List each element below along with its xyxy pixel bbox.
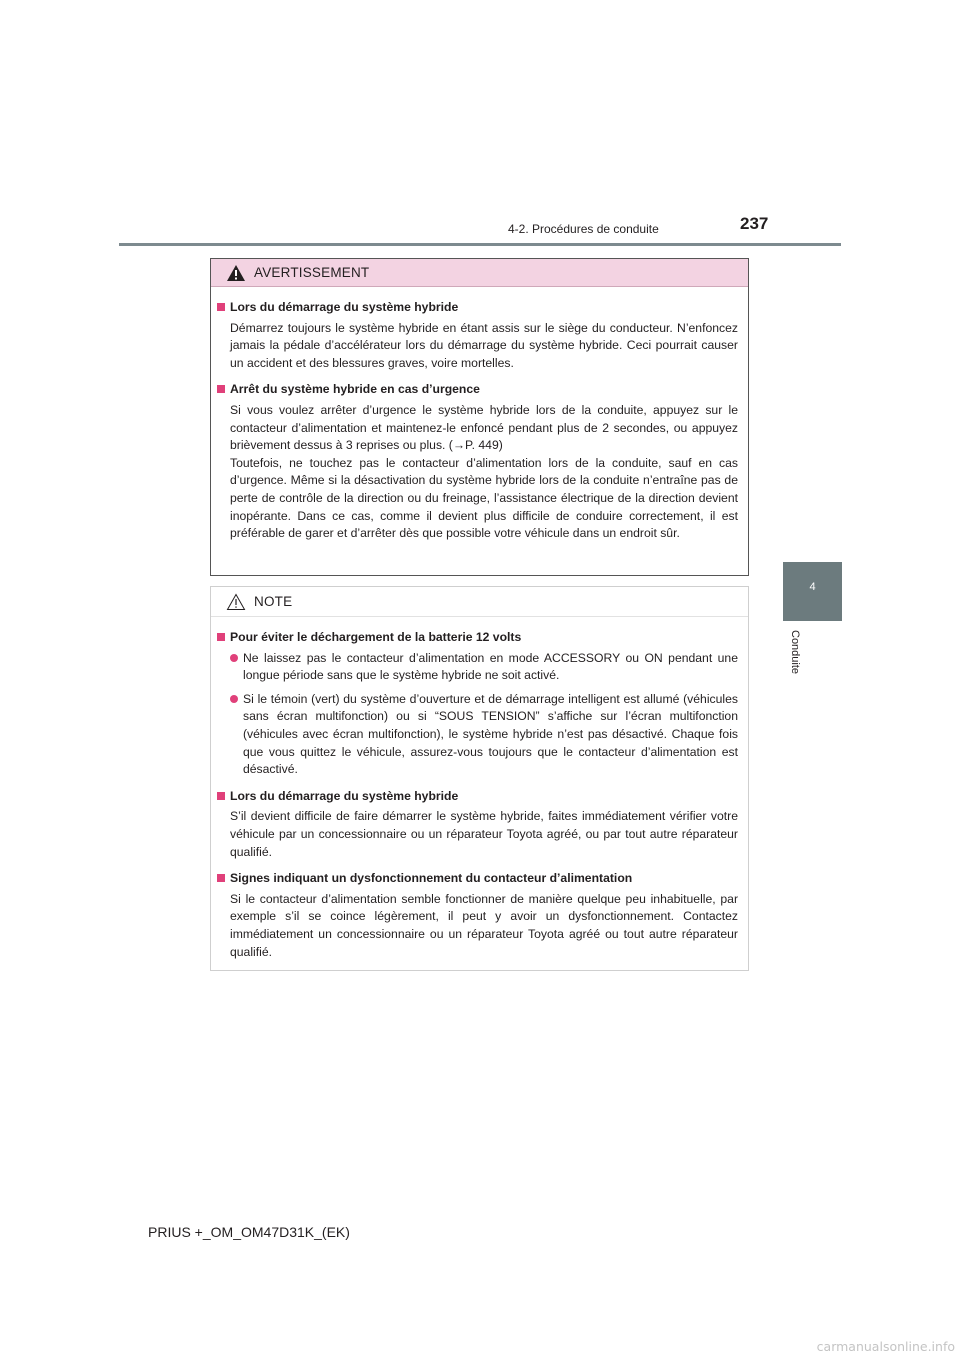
warning-title: AVERTISSEMENT	[254, 265, 370, 280]
warning-body	[211, 287, 748, 543]
square-bullet-icon	[217, 385, 225, 393]
note-box	[210, 586, 749, 971]
note-item-title: Lors du démarrage du système hybride	[216, 788, 738, 806]
note-item-text: S’il devient difficile de faire démarrer le système hybride, faites immédiatement vérifier votre véhicule par un concessionnaire ou un réparateur Toyota agréé, ou par tout autre réparateur qualifié.	[230, 809, 738, 859]
caution-triangle-icon	[226, 593, 246, 611]
note-body	[211, 617, 748, 961]
warning-text-paragraph: Toutefois, ne touchez pas le contacteur d’alimentation lors de la conduite, sauf en cas d’urgence. Même si la désactivation du système hybride lors de la conduite n’entraîne pas de perte de contrôle de la direction ou du freinage, l’assistance électrique de la direction devient inopérante. Dans ce cas, comme il devient plus difficile de conduire correctement, il est préférable de garer et d’arrêter dès que possible votre véhicule dans un endroit sûr.	[230, 455, 738, 541]
square-bullet-icon	[217, 792, 225, 800]
page-number: 237	[740, 214, 769, 233]
warning-item-text: Démarrez toujours le système hybride en étant assis sur le siège du conducteur. N’enfoncez jamais la pédale d’accélérateur lors du démarrage du système hybride. Ceci pourrait causer un accident et des blessures graves, voire mortelles.	[230, 320, 738, 370]
chapter-tab-label: Conduite	[789, 630, 801, 675]
warning-text-paragraph: Si vous voulez arrêter d’urgence le système hybride lors de la conduite, appuyez sur le contacteur d’alimentation et maintenez-le enfoncé pendant plus de 2 secondes, ou appuyez brièvement dessus à 3 reprises ou plus. (→P. 449)	[230, 402, 738, 453]
warning-item-text	[216, 402, 738, 543]
watermark-text: carmanualsonline.info	[816, 1339, 955, 1354]
note-bullet-item: Si le témoin (vert) du système d’ouverture et de démarrage intelligent est allumé (véhicules sans écran multifonction) ou si “SOUS TENSION” s’affiche sur l’écran multifonction (véhicules avec écran multifonction), le système hybride n’est pas désactivé. Chaque fois que vous quittez le véhicule, assurez-vous toujours que le contacteur d’alimentation est désactivé.	[216, 691, 738, 779]
warning-item-title: Lors du démarrage du système hybride	[216, 299, 738, 317]
warning-box	[210, 258, 749, 576]
round-bullet-icon	[230, 695, 238, 703]
warning-triangle-icon	[226, 264, 246, 282]
header-divider	[119, 243, 841, 246]
square-bullet-icon	[217, 633, 225, 641]
square-bullet-icon	[217, 303, 225, 311]
warning-header	[211, 259, 748, 287]
manual-code: PRIUS +_OM_OM47D31K_(EK)	[148, 1224, 350, 1240]
note-bullet-item: Ne laissez pas le contacteur d’alimentation en mode ACCESSORY ou ON pendant une longue période sans que le système hybride ne soit activé.	[216, 650, 738, 685]
note-item-title: Signes indiquant un dysfonctionnement du contacteur d’alimentation	[216, 870, 738, 888]
note-header	[211, 587, 748, 617]
note-item-title: Pour éviter le déchargement de la batterie 12 volts	[216, 629, 738, 647]
note-title: NOTE	[254, 594, 293, 609]
square-bullet-icon	[217, 874, 225, 882]
chapter-tab-number: 4	[809, 581, 816, 593]
warning-item-title: Arrêt du système hybride en cas d’urgence	[216, 381, 738, 399]
section-title: 4-2. Procédures de conduite	[508, 222, 659, 236]
chapter-tab[interactable]	[783, 562, 842, 621]
note-item-text: Si le contacteur d’alimentation semble fonctionner de manière quelque peu inhabituelle, par exemple s’il se coince légèrement, il peut y avoir un dysfonctionnement. Contactez immédiatement un concessionnaire ou un réparateur Toyota agréé ou tout autre réparateur qualifié.	[230, 891, 738, 959]
round-bullet-icon	[230, 654, 238, 662]
